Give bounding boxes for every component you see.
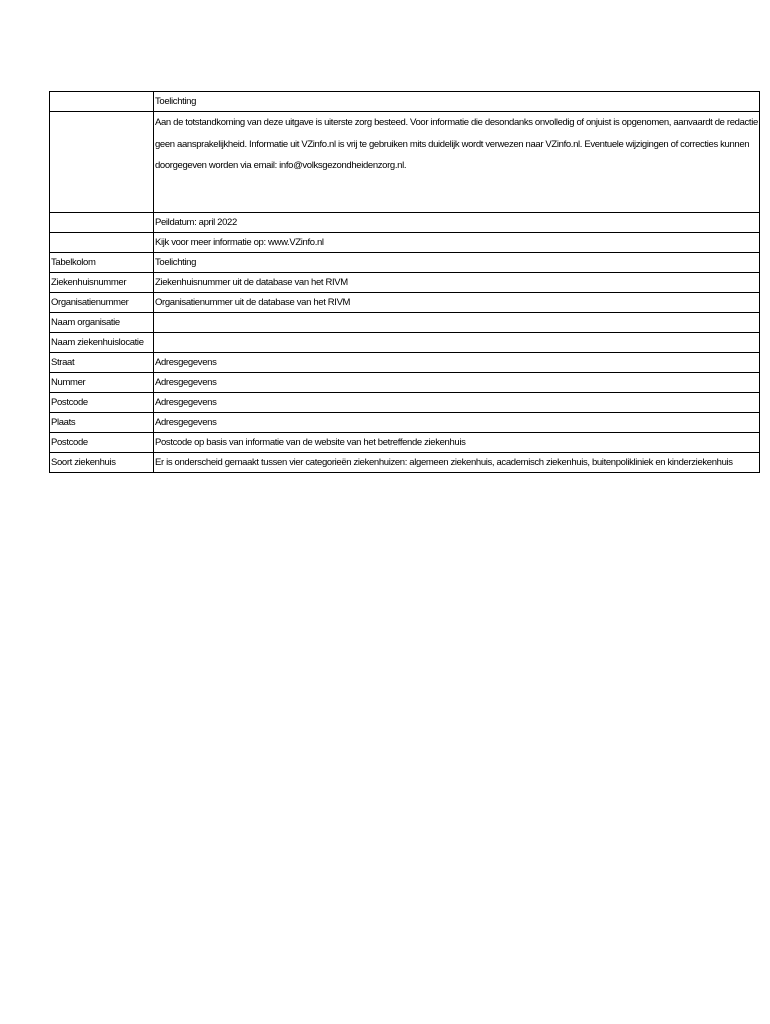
table-row — [50, 373, 760, 393]
cell-empty — [50, 233, 154, 253]
table-row — [50, 112, 760, 213]
meer-info-text: Kijk voor meer informatie op: www.VZinfo.nl — [154, 233, 760, 253]
table-row — [50, 453, 760, 473]
row-kolom: Ziekenhuisnummer — [50, 273, 154, 293]
peildatum-text: Peildatum: april 2022 — [154, 213, 760, 233]
cell-empty — [50, 213, 154, 233]
table-row — [50, 393, 760, 413]
table-row — [50, 313, 760, 333]
row-kolom: Plaats — [50, 413, 154, 433]
row-toelichting: Adresgegevens — [154, 393, 760, 413]
header-toelichting: Toelichting — [154, 92, 760, 112]
cell-empty — [50, 92, 154, 112]
row-kolom: Naam ziekenhuislocatie — [50, 333, 154, 353]
row-toelichting: Adresgegevens — [154, 413, 760, 433]
row-kolom: Naam organisatie — [50, 313, 154, 333]
table-row — [50, 213, 760, 233]
column-header-toelichting: Toelichting — [154, 253, 760, 273]
table-row — [50, 293, 760, 313]
row-toelichting: Ziekenhuisnummer uit de database van het RIVM — [154, 273, 760, 293]
row-toelichting: Er is onderscheid gemaakt tussen vier categorieën ziekenhuizen: algemeen ziekenhuis, academisch ziekenhuis, buitenpolikliniek en kinderziekenhuis — [154, 453, 760, 473]
table-row — [50, 333, 760, 353]
table-row — [50, 92, 760, 112]
table-header-row — [50, 253, 760, 273]
disclaimer-text: Aan de totstandkoming van deze uitgave is uiterste zorg besteed. Voor informatie die desondanks onvolledig of onjuist is opgenomen, aanvaardt de redactie geen aansprakelijkheid. Informatie uit VZinfo.nl is vrij te gebruiken mits duidelijk wordt verwezen naar VZinfo.nl. Eventuele wijzigingen of correcties kunnen doorgegeven worden via email: info@volksgezondheidenzorg.nl. — [154, 112, 760, 213]
row-toelichting: Adresgegevens — [154, 353, 760, 373]
table-row — [50, 273, 760, 293]
row-toelichting: Postcode op basis van informatie van de website van het betreffende ziekenhuis — [154, 433, 760, 453]
table-row — [50, 353, 760, 373]
row-kolom: Soort ziekenhuis — [50, 453, 154, 473]
toelichting-table — [49, 91, 760, 473]
row-toelichting — [154, 313, 760, 333]
table-row — [50, 233, 760, 253]
row-toelichting: Organisatienummer uit de database van het RIVM — [154, 293, 760, 313]
table-row — [50, 433, 760, 453]
row-kolom: Organisatienummer — [50, 293, 154, 313]
row-kolom: Nummer — [50, 373, 154, 393]
column-header-kolom: Tabelkolom — [50, 253, 154, 273]
row-toelichting — [154, 333, 760, 353]
row-kolom: Postcode — [50, 433, 154, 453]
cell-empty — [50, 112, 154, 213]
table-row — [50, 413, 760, 433]
row-kolom: Straat — [50, 353, 154, 373]
spreadsheet-page — [49, 91, 760, 473]
row-kolom: Postcode — [50, 393, 154, 413]
row-toelichting: Adresgegevens — [154, 373, 760, 393]
